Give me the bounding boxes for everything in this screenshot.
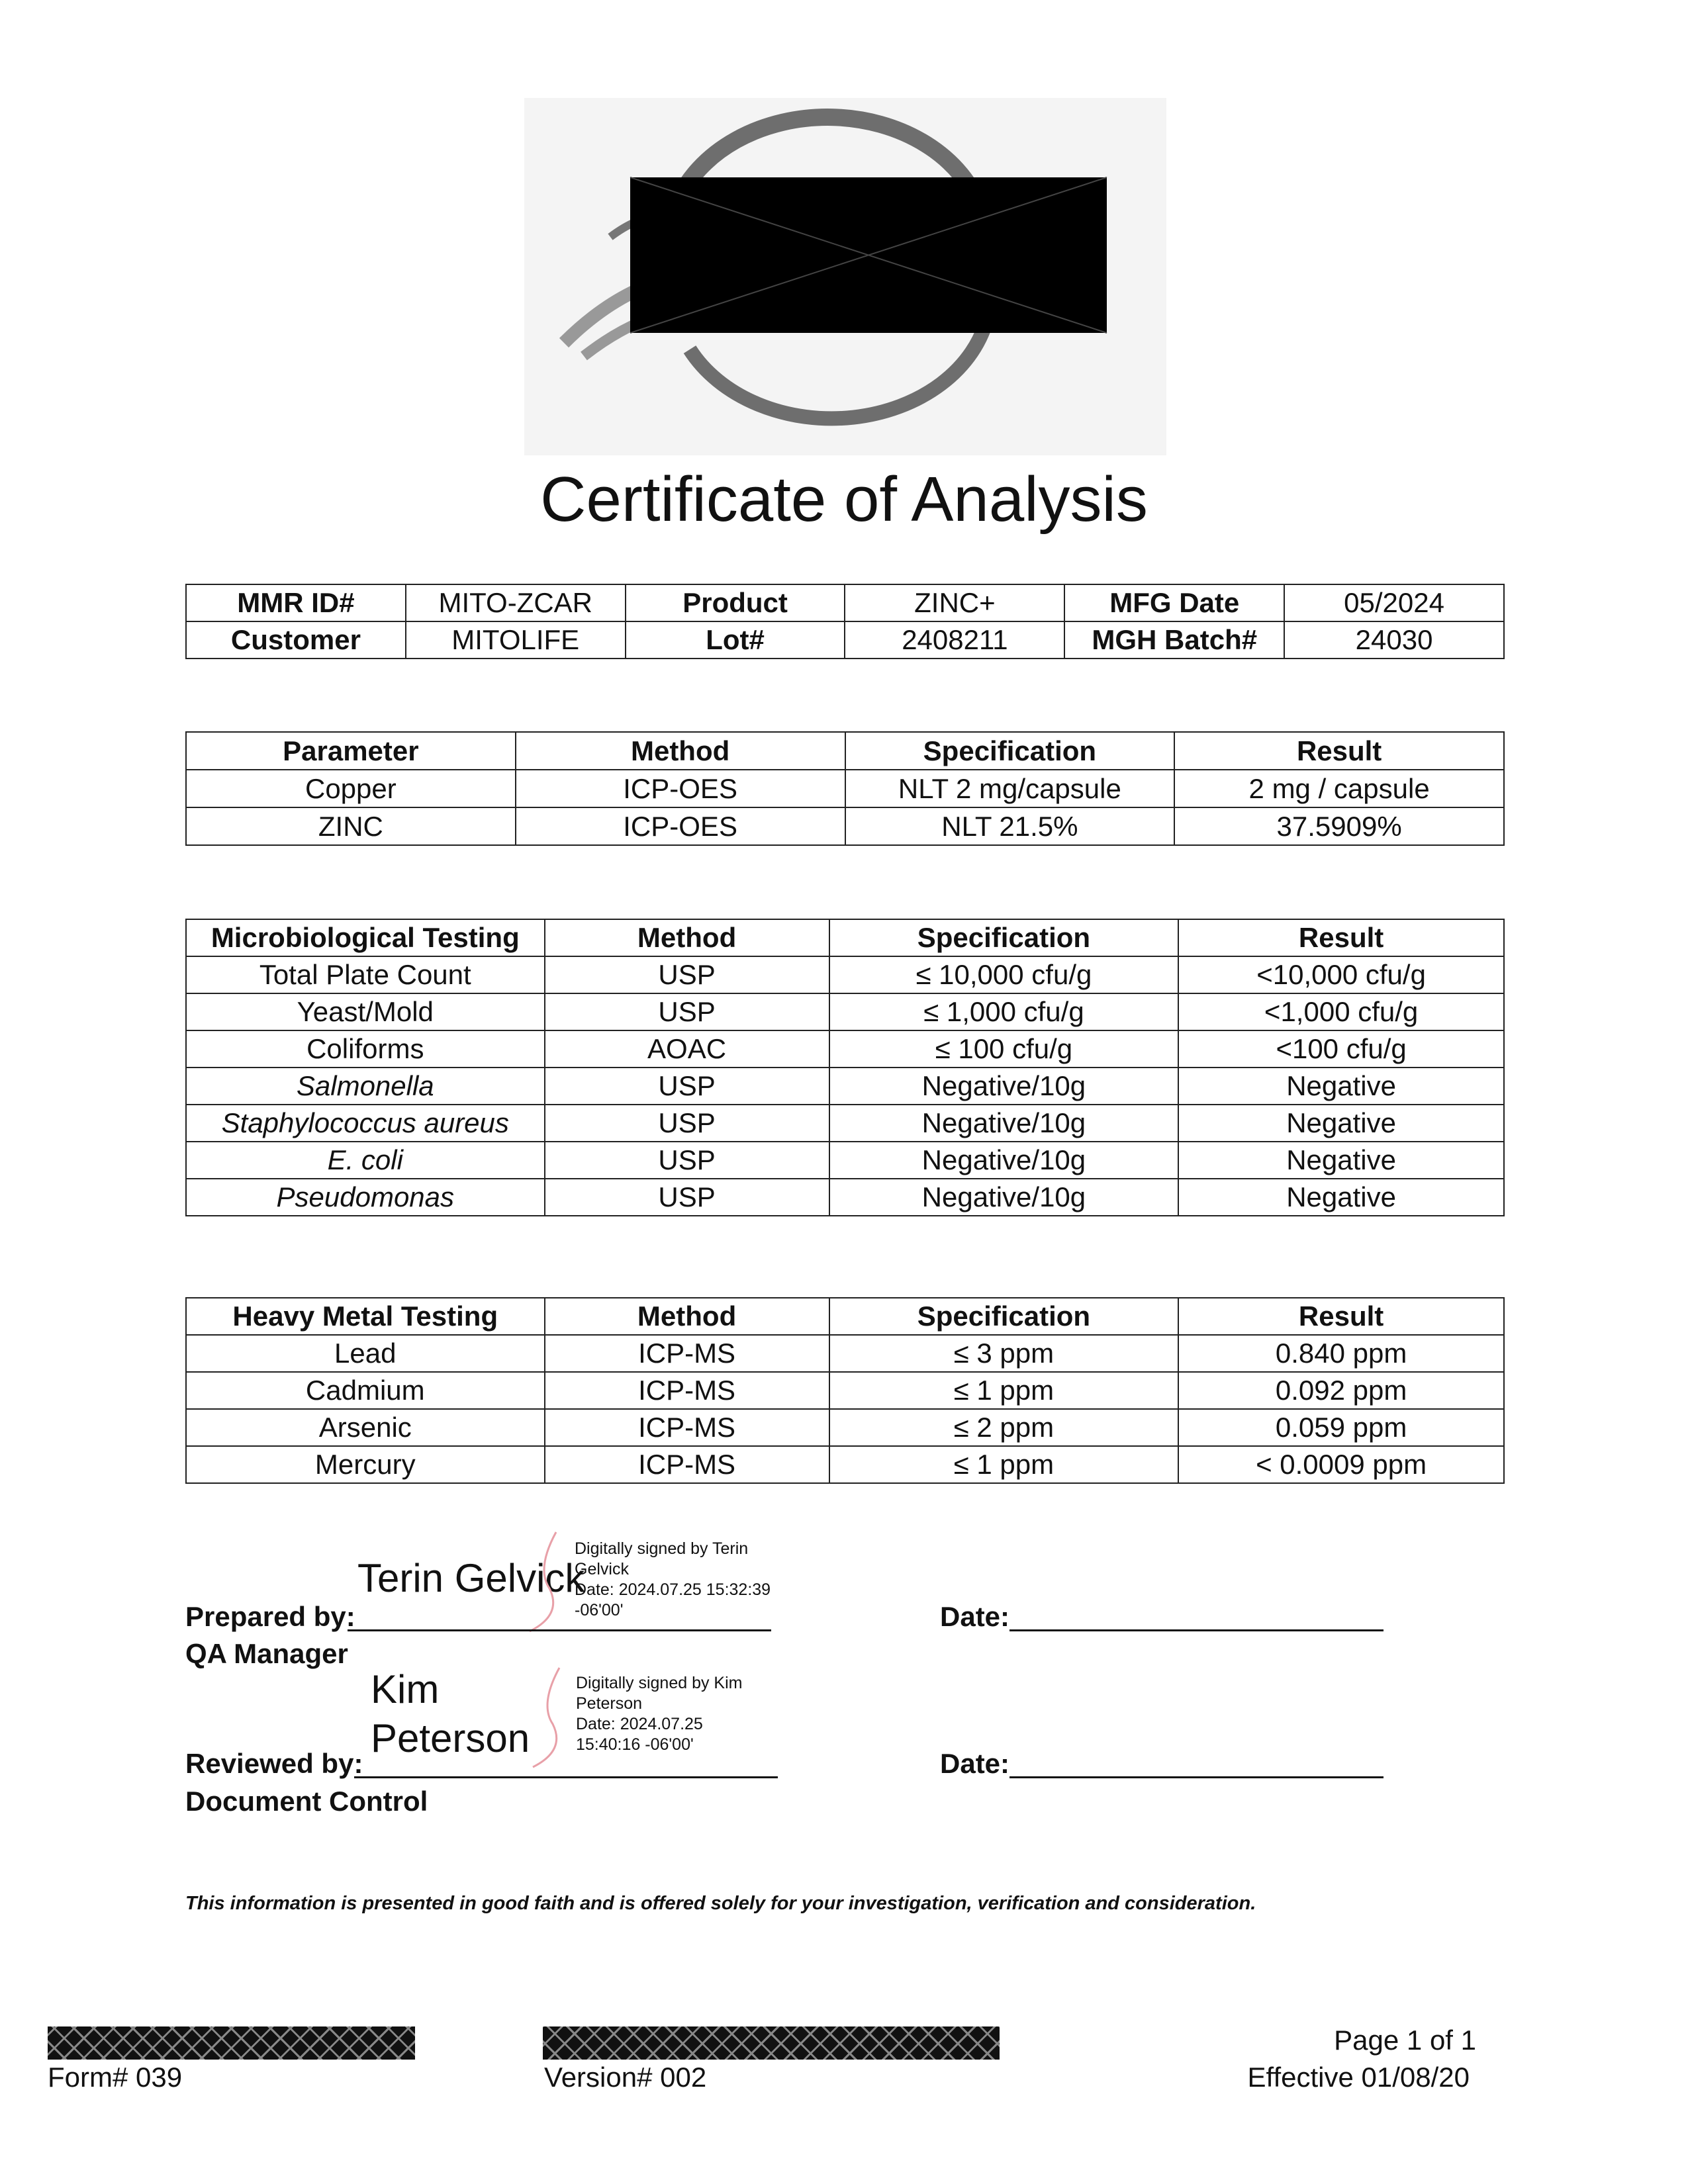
table-row	[186, 1446, 1504, 1483]
prepared-date-line	[1009, 1629, 1383, 1631]
table-cell: ICP-MS	[545, 1409, 829, 1446]
table-cell: Negative/10g	[829, 1142, 1179, 1179]
form-number: Form# 039	[48, 2062, 183, 2093]
table-cell: 24030	[1284, 621, 1504, 659]
table-cell: USP	[545, 1068, 829, 1105]
table-cell: Negative	[1178, 1179, 1504, 1216]
table-cell: ≤ 1 ppm	[829, 1446, 1179, 1483]
signature-stroke-icon	[526, 1664, 573, 1770]
table-cell: Negative	[1178, 1142, 1504, 1179]
table-cell: ≤ 100 cfu/g	[829, 1030, 1179, 1068]
table-header-row	[186, 1298, 1504, 1335]
table-cell: Copper	[186, 770, 516, 807]
column-header: Specification	[845, 732, 1175, 770]
signature-detail-line: Digitally signed by Kim	[576, 1674, 743, 1692]
table-cell: <10,000 cfu/g	[1178, 956, 1504, 993]
table-cell: MGH Batch#	[1064, 621, 1284, 659]
column-header: Result	[1178, 919, 1504, 956]
version-number: Version# 002	[544, 2062, 707, 2093]
table-cell: Lead	[186, 1335, 545, 1372]
table-cell: E. coli	[186, 1142, 545, 1179]
table-cell: 05/2024	[1284, 584, 1504, 621]
table-cell: USP	[545, 993, 829, 1030]
prepared-signature-name: Terin Gelvick	[357, 1556, 585, 1600]
table-cell: ICP-OES	[516, 807, 845, 845]
table-cell: AOAC	[545, 1030, 829, 1068]
table-cell: MITO-ZCAR	[406, 584, 626, 621]
table-cell: ICP-MS	[545, 1446, 829, 1483]
redacted-logo-graphic	[524, 98, 1166, 455]
column-header: Method	[545, 1298, 829, 1335]
column-header: Method	[545, 919, 829, 956]
signature-detail-line: Date: 2024.07.25	[576, 1715, 703, 1733]
column-header: Heavy Metal Testing	[186, 1298, 545, 1335]
table-cell: USP	[545, 1105, 829, 1142]
signature-detail-line: Digitally signed by Terin	[575, 1539, 749, 1558]
reviewed-by-label: Reviewed by:	[185, 1748, 363, 1779]
reviewed-digital-signature	[576, 1673, 743, 1755]
table-cell: USP	[545, 1142, 829, 1179]
disclaimer-text: This information is presented in good faith and is offered solely for your investigation, verification and consideration.	[185, 1893, 1256, 1914]
table-cell: Total Plate Count	[186, 956, 545, 993]
table-cell: USP	[545, 956, 829, 993]
column-header: Parameter	[186, 732, 516, 770]
table-row	[186, 1068, 1504, 1105]
table-cell: Coliforms	[186, 1030, 545, 1068]
table-header-row	[186, 919, 1504, 956]
microbiological-table	[185, 919, 1505, 1216]
table-row	[186, 770, 1504, 807]
table-row	[186, 1142, 1504, 1179]
reviewed-signature-name-last: Peterson	[371, 1716, 530, 1760]
table-cell: <1,000 cfu/g	[1178, 993, 1504, 1030]
table-cell: Pseudomonas	[186, 1179, 545, 1216]
table-cell: NLT 2 mg/capsule	[845, 770, 1175, 807]
table-row	[186, 1105, 1504, 1142]
table-cell: Lot#	[626, 621, 845, 659]
signature-detail-line: -06'00'	[575, 1601, 624, 1619]
table-cell: Negative	[1178, 1068, 1504, 1105]
table-cell: ≤ 1 ppm	[829, 1372, 1179, 1409]
table-cell: Negative	[1178, 1105, 1504, 1142]
prepared-by-label: Prepared by:	[185, 1601, 355, 1632]
signature-detail-line: Date: 2024.07.25 15:32:39	[575, 1580, 771, 1599]
signature-detail-line: Gelvick	[575, 1560, 629, 1578]
prepared-digital-signature	[575, 1539, 771, 1621]
effective-date: Effective 01/08/20	[1247, 2062, 1470, 2093]
column-header: Specification	[829, 1298, 1179, 1335]
table-row	[186, 621, 1504, 659]
redacted-footer-block	[543, 2026, 1000, 2060]
reviewed-signature-line	[354, 1776, 778, 1778]
reviewed-role: Document Control	[185, 1786, 428, 1817]
table-cell: < 0.0009 ppm	[1178, 1446, 1504, 1483]
table-row	[186, 1179, 1504, 1216]
table-cell: ZINC	[186, 807, 516, 845]
reviewed-date-line	[1009, 1776, 1383, 1778]
table-row	[186, 993, 1504, 1030]
table-cell: Mercury	[186, 1446, 545, 1483]
table-cell: MITOLIFE	[406, 621, 626, 659]
table-cell: MFG Date	[1064, 584, 1284, 621]
parameter-table	[185, 731, 1505, 846]
heavy-metal-table	[185, 1297, 1505, 1484]
product-info-table	[185, 584, 1505, 659]
table-cell: ≤ 1,000 cfu/g	[829, 993, 1179, 1030]
redacted-footer-block	[48, 2026, 415, 2060]
table-cell: MMR ID#	[186, 584, 406, 621]
table-cell: ICP-MS	[545, 1335, 829, 1372]
table-cell: 2 mg / capsule	[1174, 770, 1504, 807]
column-header: Microbiological Testing	[186, 919, 545, 956]
prepared-date-label: Date:	[940, 1601, 1010, 1632]
prepared-role: QA Manager	[185, 1638, 348, 1669]
table-row	[186, 956, 1504, 993]
table-cell: Negative/10g	[829, 1068, 1179, 1105]
table-cell: Negative/10g	[829, 1105, 1179, 1142]
table-cell: Yeast/Mold	[186, 993, 545, 1030]
table-row	[186, 1409, 1504, 1446]
table-row	[186, 1030, 1504, 1068]
table-row	[186, 1372, 1504, 1409]
table-cell: Negative/10g	[829, 1179, 1179, 1216]
document-title: Certificate of Analysis	[540, 464, 1148, 535]
table-cell: 0.092 ppm	[1178, 1372, 1504, 1409]
table-cell: ICP-OES	[516, 770, 845, 807]
column-header: Method	[516, 732, 845, 770]
reviewed-signature-name-first: Kim	[371, 1667, 440, 1711]
table-row	[186, 807, 1504, 845]
table-cell: NLT 21.5%	[845, 807, 1175, 845]
prepared-signature-line	[348, 1629, 771, 1631]
table-cell: ZINC+	[845, 584, 1064, 621]
table-cell: Product	[626, 584, 845, 621]
reviewed-date-label: Date:	[940, 1748, 1010, 1779]
table-row	[186, 1335, 1504, 1372]
table-cell: 37.5909%	[1174, 807, 1504, 845]
table-cell: 2408211	[845, 621, 1064, 659]
table-cell: ≤ 10,000 cfu/g	[829, 956, 1179, 993]
signature-stroke-icon	[523, 1529, 569, 1635]
table-cell: <100 cfu/g	[1178, 1030, 1504, 1068]
column-header: Specification	[829, 919, 1179, 956]
table-cell: USP	[545, 1179, 829, 1216]
company-logo	[524, 98, 1166, 455]
page-number: Page 1 of 1	[1334, 2025, 1476, 2056]
table-cell: Cadmium	[186, 1372, 545, 1409]
column-header: Result	[1178, 1298, 1504, 1335]
table-cell: 0.059 ppm	[1178, 1409, 1504, 1446]
table-header-row	[186, 732, 1504, 770]
table-cell: 0.840 ppm	[1178, 1335, 1504, 1372]
table-cell: Salmonella	[186, 1068, 545, 1105]
signature-detail-line: Peterson	[576, 1694, 643, 1713]
table-cell: Staphylococcus aureus	[186, 1105, 545, 1142]
signature-detail-line: 15:40:16 -06'00'	[576, 1735, 694, 1754]
table-cell: Arsenic	[186, 1409, 545, 1446]
table-cell: ≤ 3 ppm	[829, 1335, 1179, 1372]
table-cell: Customer	[186, 621, 406, 659]
column-header: Result	[1174, 732, 1504, 770]
table-row	[186, 584, 1504, 621]
table-cell: ICP-MS	[545, 1372, 829, 1409]
table-cell: ≤ 2 ppm	[829, 1409, 1179, 1446]
